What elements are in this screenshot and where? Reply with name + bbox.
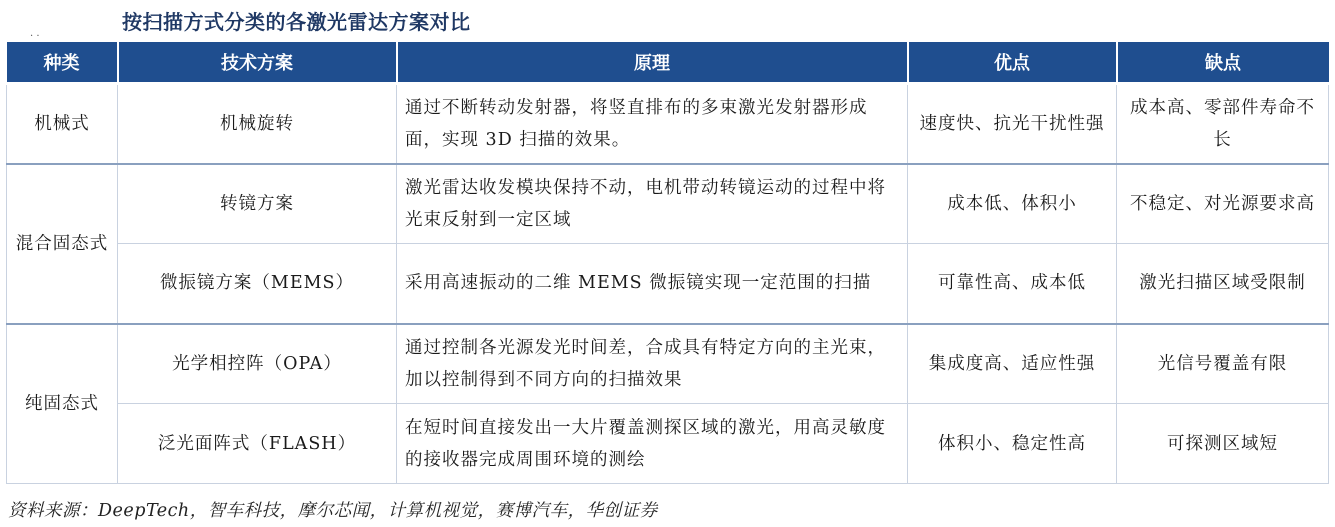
- cons-cell: 光信号覆盖有限: [1117, 324, 1329, 404]
- principle-cell: 通过不断转动发射器，将竖直排布的多束激光发射器形成面，实现 3D 扫描的效果。: [397, 84, 908, 164]
- page-title: 按扫描方式分类的各激光雷达方案对比: [122, 10, 471, 34]
- header-principle: 原理: [397, 42, 908, 84]
- comparison-table: [6, 42, 1329, 484]
- cons-cell: 不稳定、对光源要求高: [1117, 164, 1329, 244]
- scheme-cell: 光学相控阵（OPA）: [118, 324, 397, 404]
- cons-cell: 可探测区域短: [1117, 404, 1329, 484]
- table-row-hybrid-mirror: [7, 164, 1329, 244]
- scheme-cell: 机械旋转: [118, 84, 397, 164]
- cons-cell: 成本高、零部件寿命不长: [1117, 84, 1329, 164]
- pros-cell: 体积小、稳定性高: [908, 404, 1117, 484]
- category-cell: 混合固态式: [7, 164, 118, 324]
- category-cell: 机械式: [7, 84, 118, 164]
- principle-cell: 通过控制各光源发光时间差，合成具有特定方向的主光束，加以控制得到不同方向的扫描效果: [397, 324, 908, 404]
- source-note: 资料来源：DeepTech，智车科技，摩尔芯闻，计算机视觉，赛博汽车，华创证券: [8, 501, 658, 521]
- category-cell: 纯固态式: [7, 324, 118, 484]
- header-pros: 优点: [908, 42, 1117, 84]
- cons-cell: 激光扫描区域受限制: [1117, 244, 1329, 324]
- table-row-hybrid-mems: [7, 244, 1329, 324]
- header-cons: 缺点: [1117, 42, 1329, 84]
- pros-cell: 集成度高、适应性强: [908, 324, 1117, 404]
- principle-cell: 在短时间直接发出一大片覆盖测探区域的激光，用高灵敏度的接收器完成周围环境的测绘: [397, 404, 908, 484]
- scheme-cell: 转镜方案: [118, 164, 397, 244]
- header-category: 种类: [7, 42, 118, 84]
- pros-cell: 成本低、体积小: [908, 164, 1117, 244]
- header-scheme: 技术方案: [118, 42, 397, 84]
- table-header-row: [7, 42, 1329, 84]
- scheme-cell: 泛光面阵式（FLASH）: [118, 404, 397, 484]
- pros-cell: 可靠性高、成本低: [908, 244, 1117, 324]
- principle-cell: 采用高速振动的二维 MEMS 微振镜实现一定范围的扫描: [397, 244, 908, 324]
- pros-cell: 速度快、抗光干扰性强: [908, 84, 1117, 164]
- scheme-cell: 微振镜方案（MEMS）: [118, 244, 397, 324]
- table-row-solid-opa: [7, 324, 1329, 404]
- principle-cell: 激光雷达收发模块保持不动，电机带动转镜运动的过程中将光束反射到一定区域: [397, 164, 908, 244]
- table-row-mechanical: [7, 84, 1329, 164]
- table-row-solid-flash: [7, 404, 1329, 484]
- title-mark: . .: [30, 28, 40, 39]
